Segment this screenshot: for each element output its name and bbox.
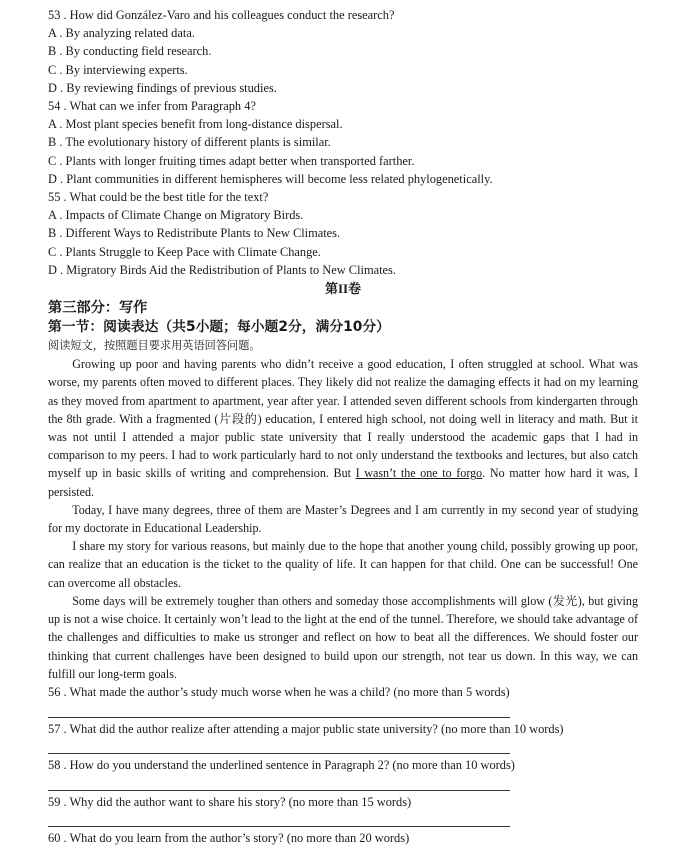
question-60: [48, 829, 638, 847]
option-b: B . Different Ways to Redistribute Plants to New Climates.: [48, 226, 341, 241]
answer-line[interactable]: [48, 699, 510, 717]
question-stem: 53 . How did González-Varo and his colleagues conduct the research?: [48, 8, 395, 22]
option-c: C . By interviewing experts.: [48, 62, 188, 77]
question-55: [48, 188, 638, 279]
option-c: C . Plants with longer fruiting times adapt better when transported farther.: [48, 153, 415, 168]
option-d: D . Plant communities in different hemispheres will become less related phylogenetically.: [48, 171, 493, 186]
option-a: A . Impacts of Climate Change on Migratory Birds.: [48, 208, 304, 223]
question-stem: 54 . What can we infer from Paragraph 4?: [48, 99, 256, 114]
question-53: [48, 6, 638, 97]
option-a: A . By analyzing related data.: [48, 26, 195, 41]
paragraph-1-text: Growing up poor and having parents who didn’t receive a good education, I often struggled at school. What was worse, my parents often moved to different places. They likely did not realize the damaging effects it had on my learning as they moved from apartment to apartment, year after year. I attended seven different schools from kindergarten through the 8th grade. With a fragmented (片段的) education, I entered high school, not doing well in literacy and math. But it was not until I attended a major public state university that I really understood the academic gaps that I had in comparison to my peers. I had to work particularly hard to not only understand the textbooks and lectures, but also catch myself up in basic skills of writing and comprehension. But: [48, 357, 638, 481]
paragraph-4: Some days will be extremely tougher than others and someday those accomplishments will glow (发光), but giving up is not a wise choice. It certainly won’t lead to the light at the end of the tunnel. Therefore, we should take advantage of the challenges and difficulties to make us stronger and reflect on how to beat all the differences. We should foster our thinking that current challenges have been designed to build upon our strength, not tear us down. In this way, we can fulfill our long-term goals.: [48, 593, 638, 681]
option-d: D . By reviewing findings of previous studies.: [48, 80, 277, 95]
option-b: B . By conducting field research.: [48, 44, 212, 59]
answer-line[interactable]: [48, 809, 510, 827]
question-stem: 58 . How do you understand the underlined sentence in Paragraph 2? (no more than 10 words): [48, 758, 515, 773]
answer-line[interactable]: [48, 736, 510, 754]
question-56: [48, 683, 638, 720]
underlined-sentence: I wasn’t the one to forgo: [355, 466, 483, 481]
answer-line[interactable]: [48, 772, 510, 790]
question-stem: 59 . Why did the author want to share his story? (no more than 15 words): [48, 794, 412, 809]
question-stem: 56 . What made the author’s study much worse when he was a child? (no more than 5 words): [48, 684, 510, 699]
question-54: [48, 97, 638, 188]
option-d: D . Migratory Birds Aid the Redistribution of Plants to New Climates.: [48, 262, 396, 277]
section-title: 第一节：阅读表达（共5小题；每小题2分，满分10分）: [48, 319, 390, 336]
instruction: 阅读短文，按照题目要求用英语回答问题。: [48, 339, 261, 353]
option-a: A . Most plant species benefit from long-distance dispersal.: [48, 117, 343, 132]
paragraph-1: [48, 355, 638, 501]
paragraph-1-end: . No matter how hard it was, I persisted.: [48, 466, 638, 499]
exam-page: [48, 6, 638, 847]
reading-passage: [48, 355, 638, 683]
question-59: [48, 793, 638, 830]
question-stem: 57 . What did the author realize after attending a major public state university? (no more than 10 words): [48, 721, 564, 736]
question-58: [48, 756, 638, 793]
paragraph-2: Today, I have many degrees, three of them are Master’s Degrees and I am currently in my second year of studying for my doctorate in Educational Leadership.: [48, 502, 638, 536]
option-c: C . Plants Struggle to Keep Pace with Climate Change.: [48, 244, 321, 259]
question-stem: 60 . What do you learn from the author’s story? (no more than 20 words): [48, 831, 410, 846]
question-stem: 55 . What could be the best title for the text?: [48, 190, 269, 205]
paragraph-3: I share my story for various reasons, but mainly due to the hope that another young child, possibly growing up poor, can realize that an education is the ticket to the quality of life. It can happen for that child. One can be successful! One can overcome all obstacles.: [48, 539, 638, 590]
volume-title: 第II卷: [324, 281, 362, 297]
question-57: [48, 720, 638, 757]
part-title: 第三部分：写作: [48, 300, 148, 317]
option-b: B . The evolutionary history of different plants is similar.: [48, 135, 331, 150]
